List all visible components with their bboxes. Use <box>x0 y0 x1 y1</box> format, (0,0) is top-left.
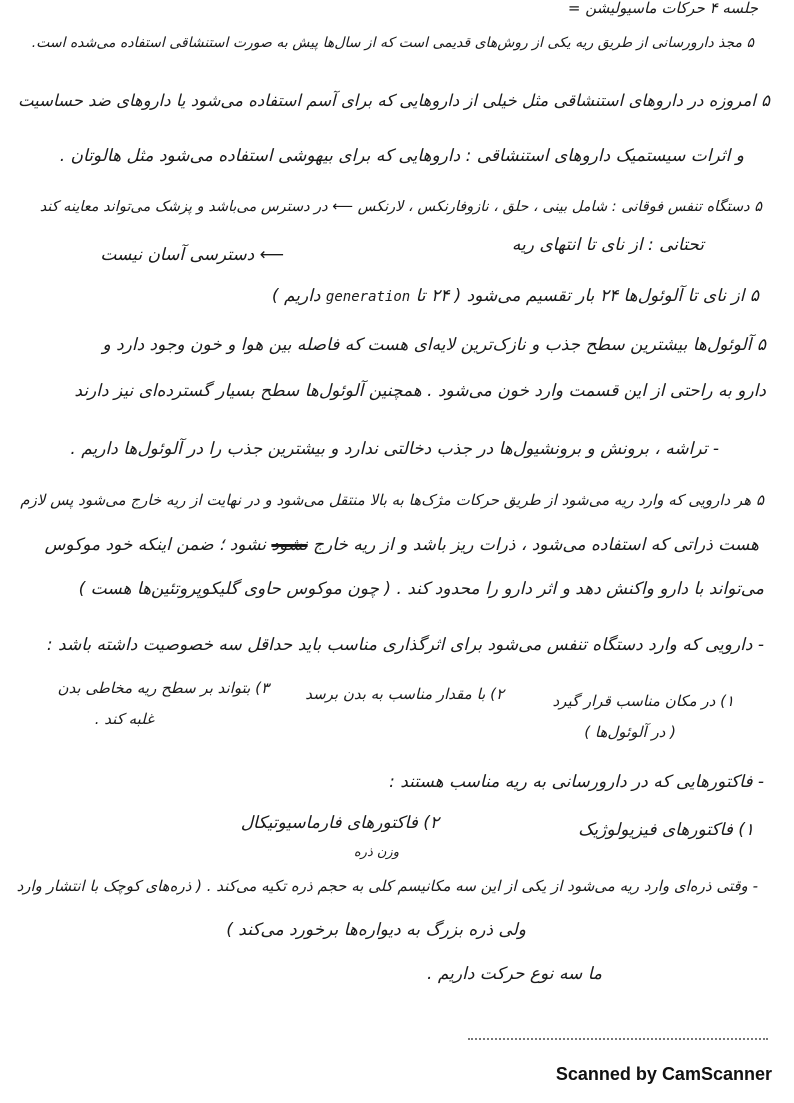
scan-artifact-line <box>468 1038 768 1040</box>
note-line: ۵ امروزه در داروهای استنشاقی مثل خیلی از داروهایی که برای آسم استفاده می‌شود یا داروهای ضد حساسیت <box>17 91 770 110</box>
note-line: ما سه نوع حرکت داریم . <box>427 964 602 984</box>
note-fragment-latin: generation <box>325 289 411 305</box>
note-line: - دارویی که وارد دستگاه تنفس می‌شود برای اثرگذاری مناسب باید حداقل سه خصوصیت داشته باشد : <box>46 635 764 655</box>
camscanner-watermark: Scanned by CamScanner <box>555 1064 772 1084</box>
note-line: ⟵ دسترسی آسان نیست <box>100 245 284 265</box>
note-line: ولی ذره بزرگ به دیواره‌ها برخورد می‌کند ) <box>226 920 526 940</box>
note-line: و اثرات سیستمیک داروهای استنشاقی : داروهایی که برای بیهوشی استفاده می‌شود مثل هالوتان . <box>59 146 744 166</box>
note-line: ۵ آلوئول‌ها بیشترین سطح جذب و نازک‌ترین لایه‌ای هست که فاصله بین هوا و خون وجود دارد و <box>102 335 766 355</box>
note-fragment: هست ذراتی که استفاده می‌شود ، ذرات ریز باشد و از ریه خارج <box>313 535 759 555</box>
note-fragment: ۵ از نای تا آلوئول‌ها ۲۴ بار تقسیم می‌شود ( ۲۴ تا <box>415 286 759 306</box>
list-item: ( در آلوئول‌ها ) <box>584 723 676 741</box>
list-item: ۱) در مکان مناسب قرار گیرد <box>552 692 734 710</box>
note-fragment: نشود ؛ ضمن اینکه خود موکوس <box>44 535 266 555</box>
list-item: غلبه کند . <box>94 710 154 728</box>
list-item: ۱) فاکتورهای فیزیولوژیک <box>578 820 754 840</box>
list-item: ۲) فاکتورهای فارماسیوتیکال <box>240 813 439 833</box>
note-line: ۵ هر دارویی که وارد ریه می‌شود از طریق حرکات مژک‌ها به بالا منتقل می‌شود و در نهایت از ریه خارج می‌شود پس لازم <box>20 491 764 509</box>
note-line <box>272 287 759 306</box>
margin-note: وزن ذره <box>353 845 399 860</box>
note-line: - وقتی ذره‌ای وارد ریه می‌شود از یکی از این سه مکانیسم کلی به حجم ذره تکیه می‌کند . ( ذره‌های کوچک با انتشار وارد <box>16 877 758 895</box>
note-line <box>45 536 759 555</box>
session-heading: جلسه ۴ حرکات ‌ماسیولیشن = <box>567 0 758 17</box>
note-line: - فاکتورهایی که در دارورسانی به ریه مناسب هستند : <box>389 772 764 792</box>
note-line: دارو به راحتی از این قسمت وارد خون می‌شود . همچنین آلوئول‌ها سطح بسیار گسترده‌ای نیز دارند <box>74 381 766 401</box>
note-line: ۵ دستگاه تنفس فوقانی : شامل بینی ، حلق ، نازوفارنکس ، لارنکس ⟵ در دسترس می‌باشد و پزشک می‌تواند معاینه کند <box>39 199 762 215</box>
note-line: ۵ مجذ دارورسانی از طریق ریه یکی از روش‌های قدیمی است که از سال‌ها پیش به صورت استنشاقی استفاده می‌شده است. <box>31 35 754 51</box>
note-line: تحتانی : از نای تا انتهای ریه <box>511 235 704 255</box>
list-item: ۲) با مقدار مناسب به بدن برسد <box>305 685 504 703</box>
struck-word: نشود <box>271 535 308 555</box>
note-line: می‌تواند با دارو واکنش دهد و اثر دارو را محدود کند . ( چون موکوس حاوی گلیکوپروتئین‌ها هست ) <box>78 579 764 599</box>
note-line: - تراشه ، برونش و برونشیول‌ها در جذب دخالتی ندارد و بیشترین جذب را در آلوئول‌ها داریم . <box>70 439 719 459</box>
note-fragment: داریم ) <box>271 286 321 306</box>
list-item: ۳) بتواند بر سطح ریه مخاطی بدن <box>57 679 269 697</box>
